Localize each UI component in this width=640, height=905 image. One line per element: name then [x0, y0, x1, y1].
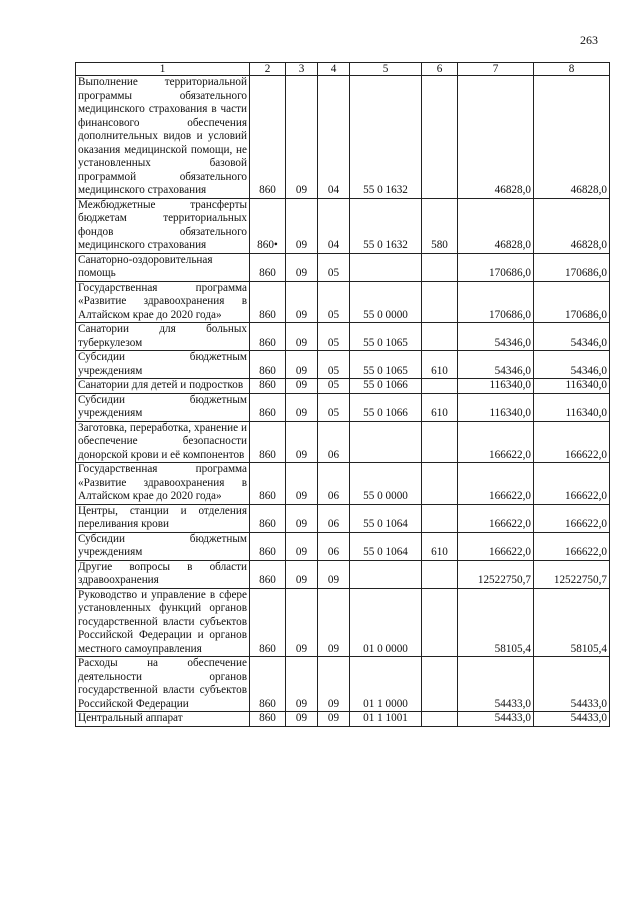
amount-col8-cell: 58105,4 [534, 588, 610, 657]
target-article-cell: 55 0 1066 [350, 379, 422, 394]
expense-type-cell [422, 463, 458, 505]
amount-col8-cell: 54346,0 [534, 323, 610, 351]
amount-col7-cell: 116340,0 [458, 393, 534, 421]
subsection-code-cell: 05 [318, 253, 350, 281]
expense-type-cell [422, 712, 458, 727]
expense-type-cell [422, 421, 458, 463]
ministry-code-cell: 860 [250, 253, 286, 281]
subsection-code-cell: 05 [318, 379, 350, 394]
row-name-cell: Санатории для больных туберкулезом [76, 323, 250, 351]
expense-type-cell: 610 [422, 532, 458, 560]
column-header-3: 3 [286, 63, 318, 76]
amount-col8-cell: 54346,0 [534, 351, 610, 379]
amount-col8-cell: 46828,0 [534, 198, 610, 253]
amount-col8-cell: 54433,0 [534, 712, 610, 727]
row-name-cell: Субсидии бюджетным учреждениям [76, 351, 250, 379]
ministry-code-cell: 860 [250, 323, 286, 351]
subsection-code-cell: 04 [318, 76, 350, 199]
expense-type-cell: 610 [422, 351, 458, 379]
amount-col7-cell: 54433,0 [458, 657, 534, 712]
amount-col7-cell: 116340,0 [458, 379, 534, 394]
subsection-code-cell: 04 [318, 198, 350, 253]
amount-col7-cell: 54433,0 [458, 712, 534, 727]
table-row [76, 281, 610, 323]
row-name-cell: Субсидии бюджетным учреждениям [76, 532, 250, 560]
amount-col7-cell: 170686,0 [458, 281, 534, 323]
ministry-code-cell: 860 [250, 560, 286, 588]
row-name-cell: Субсидии бюджетным учреждениям [76, 393, 250, 421]
target-article-cell: 55 0 1065 [350, 323, 422, 351]
amount-col8-cell: 116340,0 [534, 393, 610, 421]
ministry-code-cell: 860 [250, 393, 286, 421]
amount-col8-cell: 116340,0 [534, 379, 610, 394]
amount-col8-cell: 166622,0 [534, 421, 610, 463]
table-row [76, 421, 610, 463]
amount-col8-cell: 166622,0 [534, 504, 610, 532]
target-article-cell: 55 0 1065 [350, 351, 422, 379]
section-code-cell: 09 [286, 657, 318, 712]
amount-col8-cell: 54433,0 [534, 657, 610, 712]
row-name-cell: Санаторно-оздоровительная помощь [76, 253, 250, 281]
row-name-cell: Государственная программа «Развитие здравоохранения в Алтайском крае до 2020 года» [76, 281, 250, 323]
column-header-2: 2 [250, 63, 286, 76]
amount-col8-cell: 170686,0 [534, 253, 610, 281]
ministry-code-cell: 860 [250, 281, 286, 323]
column-header-7: 7 [458, 63, 534, 76]
amount-col8-cell: 166622,0 [534, 463, 610, 505]
amount-col7-cell: 170686,0 [458, 253, 534, 281]
subsection-code-cell: 06 [318, 532, 350, 560]
row-name-cell: Выполнение территориальной программы обязательного медицинского страхования в части финансового обеспечения дополнительных видов и условий оказания медицинской помощи, не установленных базовой программой обязательного медицинского страхования [76, 76, 250, 199]
section-code-cell: 09 [286, 198, 318, 253]
subsection-code-cell: 06 [318, 504, 350, 532]
table-row [76, 393, 610, 421]
section-code-cell: 09 [286, 379, 318, 394]
expense-type-cell [422, 657, 458, 712]
section-code-cell: 09 [286, 323, 318, 351]
subsection-code-cell: 06 [318, 463, 350, 505]
expense-type-cell [422, 281, 458, 323]
column-header-5: 5 [350, 63, 422, 76]
column-header-1: 1 [76, 63, 250, 76]
ministry-code-cell: 860• [250, 198, 286, 253]
amount-col7-cell: 166622,0 [458, 421, 534, 463]
target-article-cell [350, 421, 422, 463]
ministry-code-cell: 860 [250, 76, 286, 199]
ministry-code-cell: 860 [250, 379, 286, 394]
expense-type-cell [422, 560, 458, 588]
section-code-cell: 09 [286, 532, 318, 560]
row-name-cell: Центральный аппарат [76, 712, 250, 727]
amount-col8-cell: 166622,0 [534, 532, 610, 560]
amount-col7-cell: 46828,0 [458, 76, 534, 199]
section-code-cell: 09 [286, 712, 318, 727]
expense-type-cell [422, 76, 458, 199]
table-row [76, 351, 610, 379]
ministry-code-cell: 860 [250, 712, 286, 727]
expense-type-cell [422, 323, 458, 351]
amount-col7-cell: 46828,0 [458, 198, 534, 253]
section-code-cell: 09 [286, 351, 318, 379]
table-row [76, 712, 610, 727]
subsection-code-cell: 09 [318, 588, 350, 657]
target-article-cell: 55 0 0000 [350, 463, 422, 505]
subsection-code-cell: 05 [318, 351, 350, 379]
section-code-cell: 09 [286, 504, 318, 532]
subsection-code-cell: 09 [318, 560, 350, 588]
amount-col8-cell: 46828,0 [534, 76, 610, 199]
row-name-cell: Расходы на обеспечение деятельности органов государственной власти субъектов Российской Федерации [76, 657, 250, 712]
expense-type-cell [422, 379, 458, 394]
section-code-cell: 09 [286, 393, 318, 421]
target-article-cell: 55 0 1632 [350, 76, 422, 199]
subsection-code-cell: 09 [318, 712, 350, 727]
expense-type-cell [422, 588, 458, 657]
amount-col7-cell: 166622,0 [458, 463, 534, 505]
table-row [76, 323, 610, 351]
ministry-code-cell: 860 [250, 657, 286, 712]
table-row [76, 379, 610, 394]
subsection-code-cell: 05 [318, 281, 350, 323]
table-row [76, 504, 610, 532]
amount-col7-cell: 58105,4 [458, 588, 534, 657]
table-row [76, 463, 610, 505]
section-code-cell: 09 [286, 421, 318, 463]
amount-col8-cell: 170686,0 [534, 281, 610, 323]
section-code-cell: 09 [286, 463, 318, 505]
ministry-code-cell: 860 [250, 421, 286, 463]
table-row [76, 253, 610, 281]
table-row [76, 657, 610, 712]
target-article-cell: 55 0 0000 [350, 281, 422, 323]
ministry-code-cell: 860 [250, 532, 286, 560]
amount-col7-cell: 166622,0 [458, 504, 534, 532]
amount-col7-cell: 166622,0 [458, 532, 534, 560]
target-article-cell [350, 253, 422, 281]
section-code-cell: 09 [286, 588, 318, 657]
ministry-code-cell: 860 [250, 588, 286, 657]
row-name-cell: Центры, станции и отделения переливания крови [76, 504, 250, 532]
target-article-cell: 01 1 0000 [350, 657, 422, 712]
page-number: 263 [580, 33, 598, 47]
expense-type-cell: 580 [422, 198, 458, 253]
column-header-6: 6 [422, 63, 458, 76]
row-name-cell: Государственная программа «Развитие здравоохранения в Алтайском крае до 2020 года» [76, 463, 250, 505]
ministry-code-cell: 860 [250, 463, 286, 505]
subsection-code-cell: 09 [318, 657, 350, 712]
amount-col7-cell: 54346,0 [458, 323, 534, 351]
target-article-cell: 55 0 1632 [350, 198, 422, 253]
expense-type-cell [422, 253, 458, 281]
row-name-cell: Другие вопросы в области здравоохранения [76, 560, 250, 588]
section-code-cell: 09 [286, 76, 318, 199]
target-article-cell [350, 560, 422, 588]
expense-type-cell [422, 504, 458, 532]
target-article-cell: 55 0 1064 [350, 532, 422, 560]
target-article-cell: 55 0 1064 [350, 504, 422, 532]
header-row [76, 63, 610, 76]
subsection-code-cell: 05 [318, 323, 350, 351]
subsection-code-cell: 05 [318, 393, 350, 421]
table-row [76, 198, 610, 253]
column-header-8: 8 [534, 63, 610, 76]
row-name-cell: Межбюджетные трансферты бюджетам территориальных фондов обязательного медицинского страхования [76, 198, 250, 253]
ministry-code-cell: 860 [250, 504, 286, 532]
section-code-cell: 09 [286, 560, 318, 588]
row-name-cell: Заготовка, переработка, хранение и обеспечение безопасности донорской крови и её компонентов [76, 421, 250, 463]
table-row [76, 560, 610, 588]
amount-col7-cell: 12522750,7 [458, 560, 534, 588]
table-row [76, 532, 610, 560]
section-code-cell: 09 [286, 281, 318, 323]
row-name-cell: Санатории для детей и подростков [76, 379, 250, 394]
target-article-cell: 01 0 0000 [350, 588, 422, 657]
subsection-code-cell: 06 [318, 421, 350, 463]
column-header-4: 4 [318, 63, 350, 76]
expense-type-cell: 610 [422, 393, 458, 421]
table-row [76, 588, 610, 657]
row-name-cell: Руководство и управление в сфере установленных функций органов государственной власти субъектов Российской Федерации и органов местного самоуправления [76, 588, 250, 657]
table-row [76, 76, 610, 199]
target-article-cell: 01 1 1001 [350, 712, 422, 727]
target-article-cell: 55 0 1066 [350, 393, 422, 421]
ministry-code-cell: 860 [250, 351, 286, 379]
section-code-cell: 09 [286, 253, 318, 281]
amount-col7-cell: 54346,0 [458, 351, 534, 379]
amount-col8-cell: 12522750,7 [534, 560, 610, 588]
budget-table [75, 62, 610, 727]
table-body [76, 76, 610, 727]
